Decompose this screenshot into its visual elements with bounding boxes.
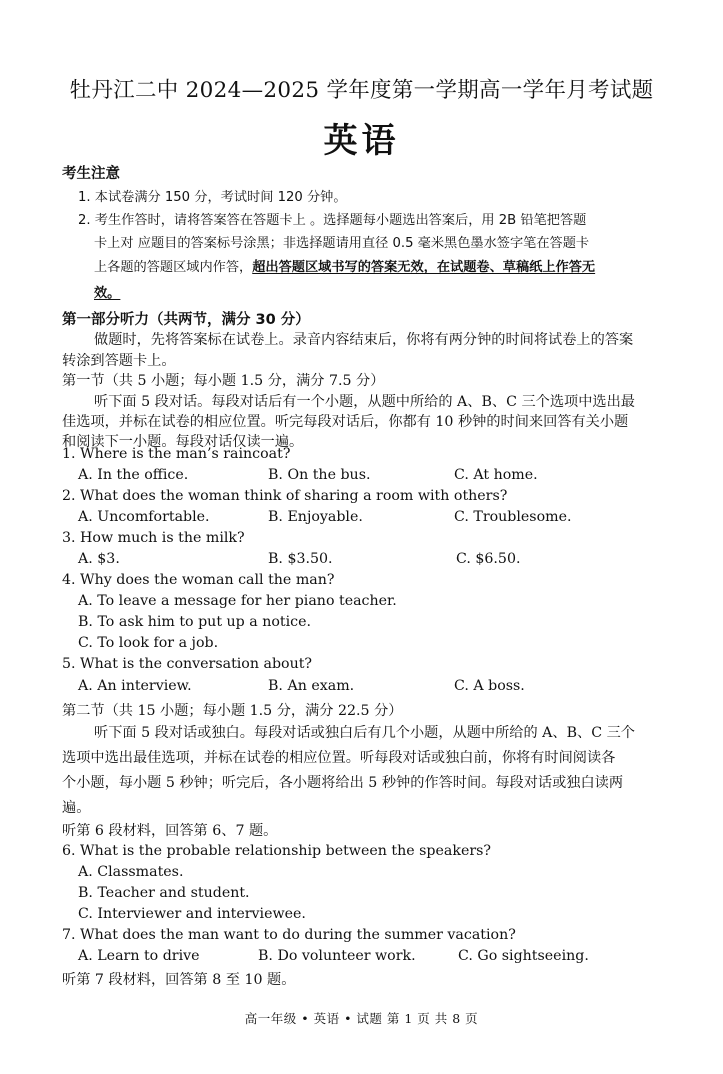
question-3-option-a: A. $3. [78, 551, 120, 567]
question-7-option-c: C. Go sightseeing. [458, 948, 589, 964]
question-7: 7. What does the man want to do during the summer vacation? [62, 927, 516, 943]
question-5-option-c: C. A boss. [454, 678, 525, 694]
question-3-option-b: B. $3.50. [268, 551, 333, 567]
notice-item-2-line-1: 2. 考生作答时，请将答案答在答题卡上 。选择题每小题选出答案后，用 2B 铅笔把答题 [78, 213, 587, 228]
question-7-option-b: B. Do volunteer work. [258, 948, 416, 964]
part1-intro-line-1: 做题时，先将答案标在试卷上。录音内容结束后，你将有两分钟的时间将试卷上的答案 [94, 332, 634, 348]
section1-line-3: 和阅读下一小题。每段对话仅读一遍。 [62, 434, 304, 450]
part1-intro-line-2: 转涂到答题卡上。 [62, 353, 176, 369]
question-4-option-a: A. To leave a message for her piano teacher. [78, 593, 397, 609]
question-1-option-b: B. On the bus. [268, 467, 371, 483]
question-4-option-b: B. To ask him to put up a notice. [78, 614, 311, 630]
section1-line-1: 听下面 5 段对话。每段对话后有一个小题，从题中所给的 A、B、C 三个选项中选出最 [94, 394, 635, 410]
material-7-instruction: 听第 7 段材料，回答第 8 至 10 题。 [62, 972, 296, 988]
section1-line-2: 佳选项，并标在试卷的相应位置。听完每段对话后，你都有 10 秒钟的时间来回答有关小题 [62, 414, 629, 430]
question-5-option-a: A. An interview. [78, 678, 192, 694]
section2-line-4: 遍。 [62, 800, 91, 816]
notice-item-2-warning: 超出答题区域书写的答案无效，在试题卷、草稿纸上作答无 [252, 260, 596, 275]
question-7-option-a: A. Learn to drive [78, 948, 200, 964]
section2-line-1: 听下面 5 段对话或独白。每段对话或独白后有几个小题，从题中所给的 A、B、C 三个 [94, 725, 635, 741]
question-6-option-b: B. Teacher and student. [78, 885, 250, 901]
part1-heading: 第一部分听力（共两节，满分 30 分） [62, 312, 310, 328]
notice-item-2-line-2: 卡上对 应题目的答案标号涂黑；非选择题请用直径 0.5 毫米黑色墨水签字笔在答题卡 [94, 236, 590, 251]
question-6-option-c: C. Interviewer and interviewee. [78, 906, 306, 922]
section2-line-2: 选项中选出最佳选项，并标在试卷的相应位置。听每段对话或独白前，你将有时间阅读各 [62, 750, 616, 766]
question-2: 2. What does the woman think of sharing a room with others? [62, 488, 508, 504]
question-4: 4. Why does the woman call the man? [62, 572, 335, 588]
subject-title: 英语 [323, 121, 400, 161]
question-2-option-a: A. Uncomfortable. [78, 509, 210, 525]
notice-item-2-line-3 [94, 256, 595, 275]
exam-title: 牡丹江二中 2024—2025 学年度第一学期高一学年月考试题 [69, 78, 654, 103]
notice-heading: 考生注意 [62, 166, 120, 182]
question-1-option-a: A. In the office. [78, 467, 189, 483]
question-4-option-c: C. To look for a job. [78, 635, 219, 651]
notice-item-2-warning-end: 效。 [94, 286, 121, 301]
notice-item-1: 1. 本试卷满分 150 分，考试时间 120 分钟。 [78, 190, 347, 205]
question-2-option-b: B. Enjoyable. [268, 509, 363, 525]
section2-line-3: 个小题，每小题 5 秒钟；听完后，各小题将给出 5 秒钟的作答时间。每段对话或独白读两 [62, 775, 624, 791]
question-2-option-c: C. Troublesome. [454, 509, 572, 525]
question-5-option-b: B. An exam. [268, 678, 355, 694]
question-6: 6. What is the probable relationship between the speakers? [62, 843, 492, 859]
question-1-option-c: C. At home. [454, 467, 538, 483]
page-footer: 高一年级 • 英语 • 试题 第 1 页 共 8 页 [244, 1011, 479, 1026]
question-6-option-a: A. Classmates. [78, 864, 184, 880]
question-3-option-c: C. $6.50. [456, 551, 521, 567]
section1-heading: 第一节（共 5 小题；每小题 1.5 分，满分 7.5 分） [62, 373, 385, 389]
section2-heading: 第二节（共 15 小题；每小题 1.5 分，满分 22.5 分） [62, 703, 403, 719]
question-1: 1. Where is the man’s raincoat? [62, 446, 291, 462]
question-5: 5. What is the conversation about? [62, 656, 313, 672]
notice-item-2-text: 上各题的答题区域内作答， [94, 260, 253, 275]
question-3: 3. How much is the milk? [62, 530, 245, 546]
material-6-instruction: 听第 6 段材料，回答第 6、7 题。 [62, 823, 278, 839]
